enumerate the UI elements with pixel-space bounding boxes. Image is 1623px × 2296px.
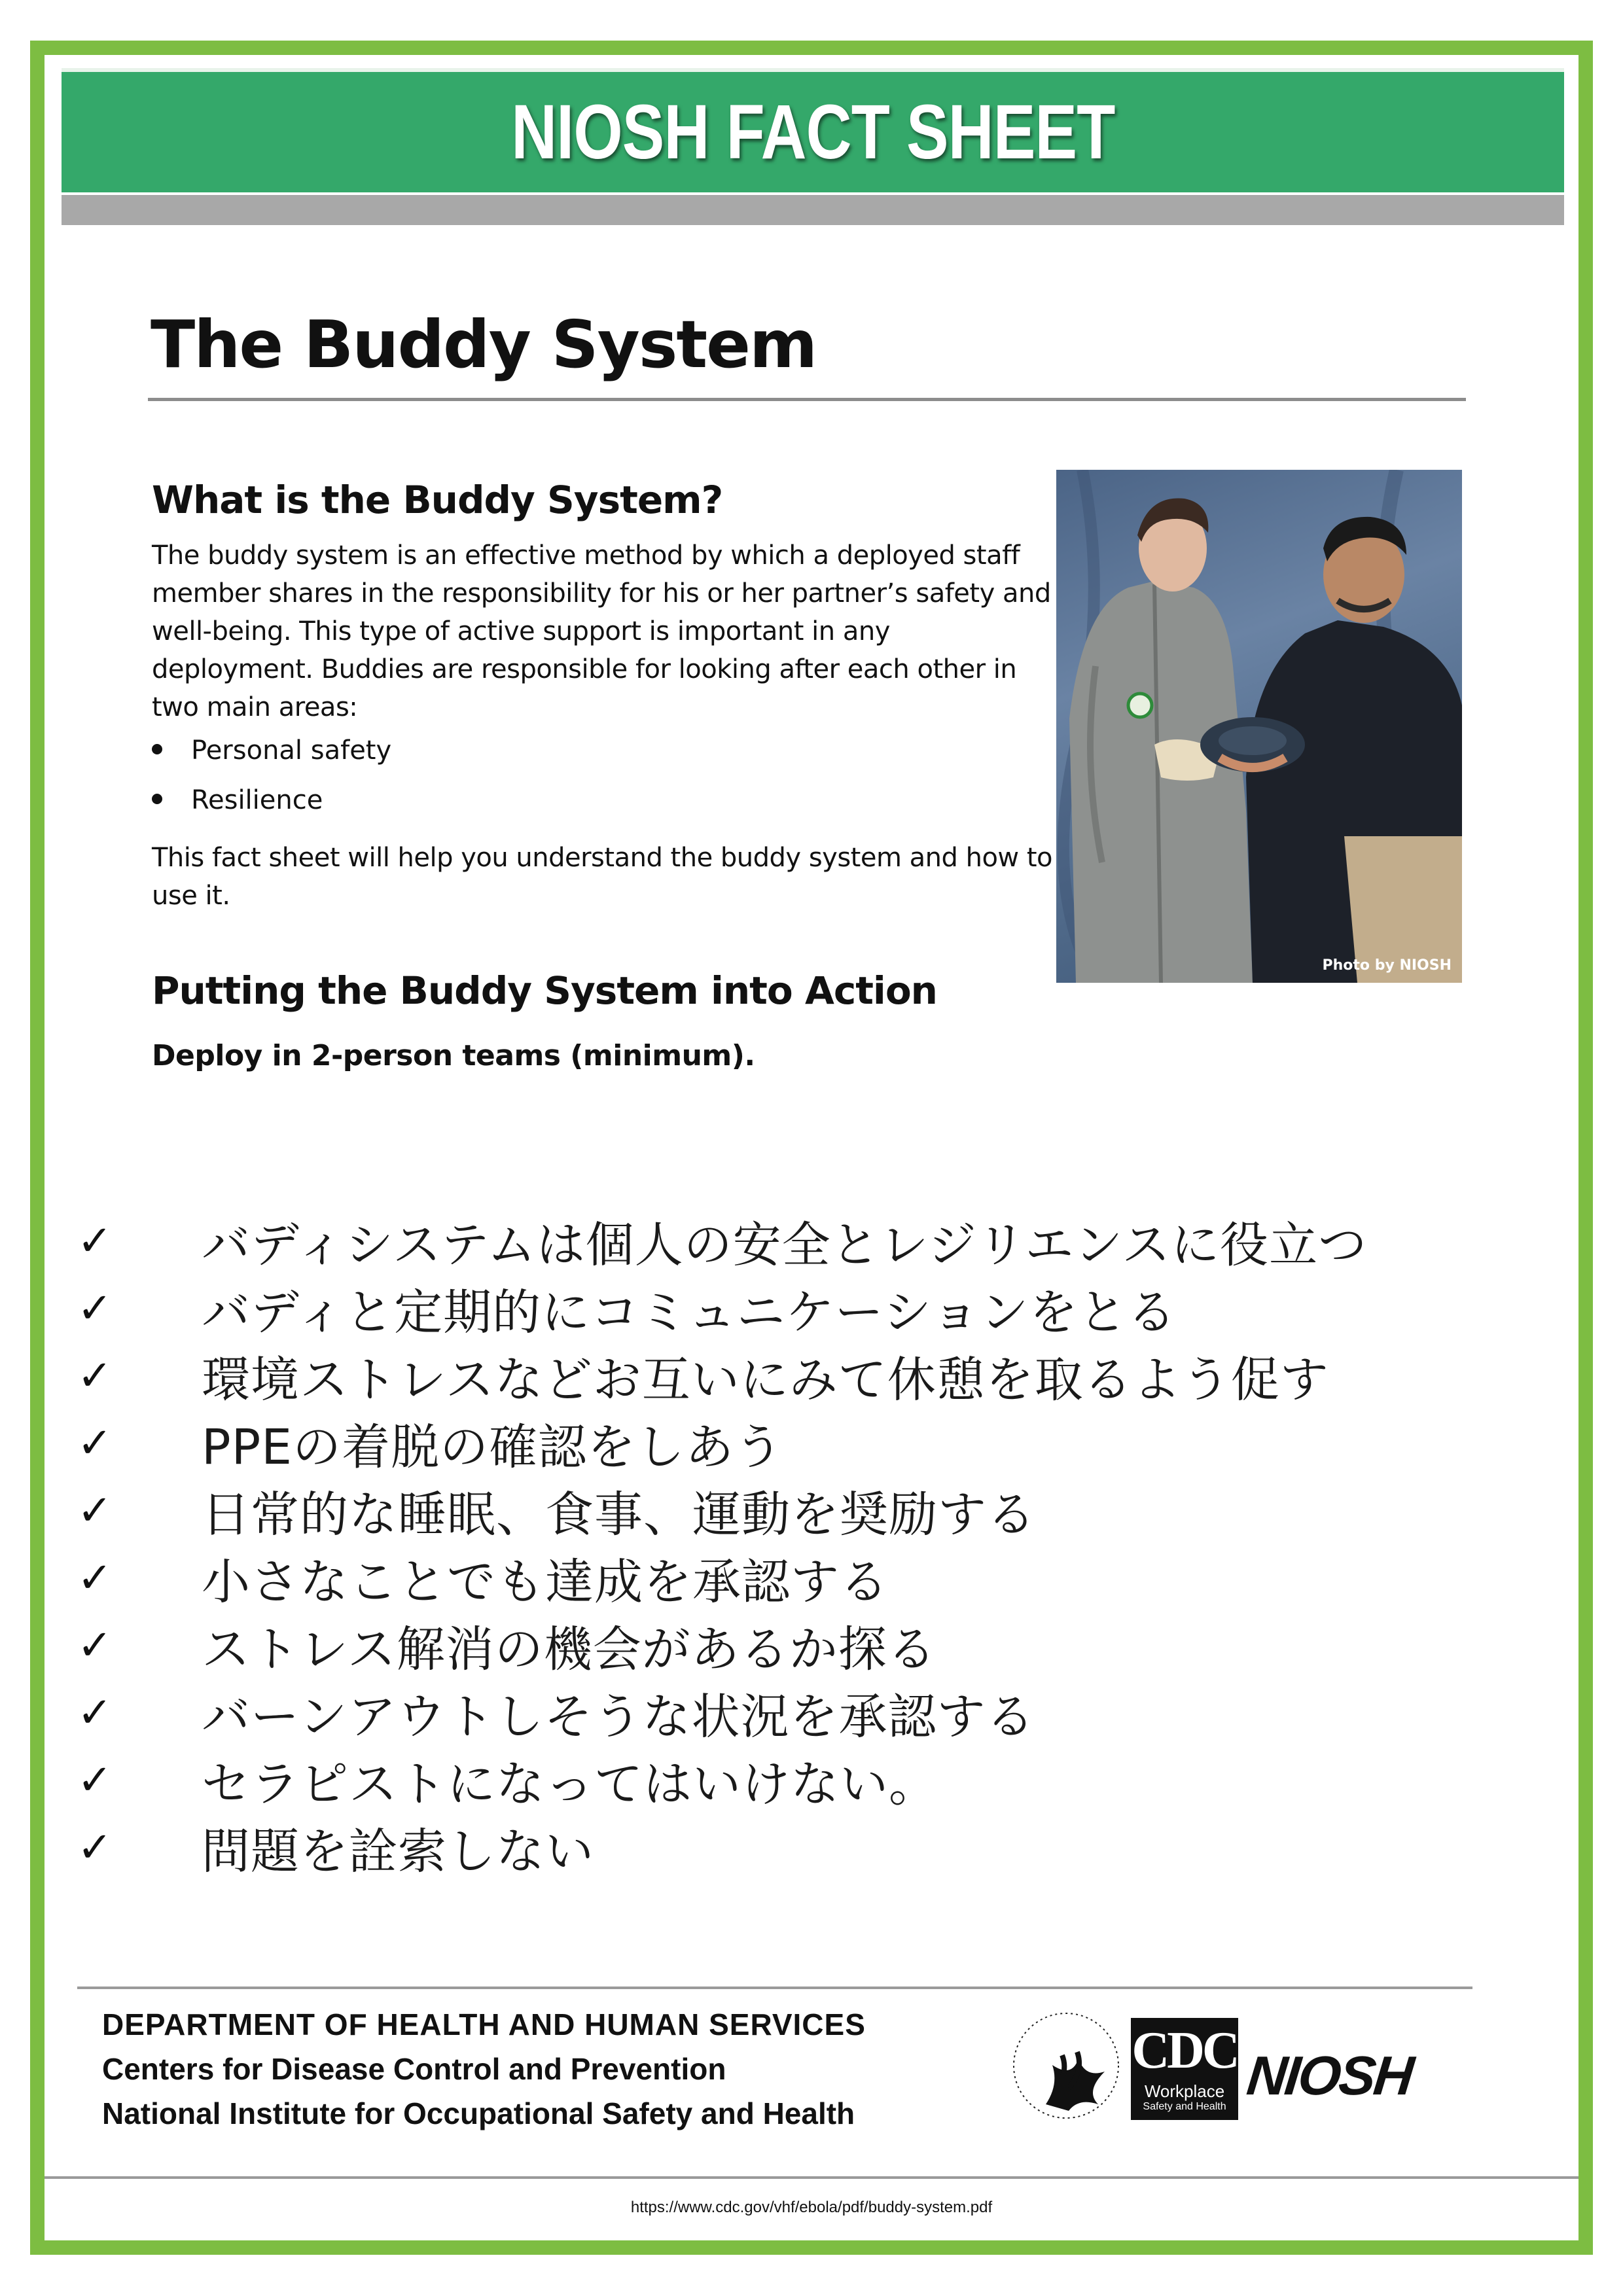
photo-two-workers <box>1056 470 1462 983</box>
header-title: NIOSH FACT SHEET <box>510 89 1115 175</box>
footer-rule <box>77 1987 1472 1989</box>
source-url: https://www.cdc.gov/vhf/ebola/pdf/buddy-system.pdf <box>630 2199 993 2216</box>
checkmark-icon: ✓ <box>77 1284 113 1333</box>
help-paragraph: This fact sheet will help you understand the buddy system and how to use it. <box>152 843 1053 911</box>
checkmark-icon: ✓ <box>77 1487 113 1535</box>
section-heading-what-is: What is the Buddy System? <box>152 478 723 522</box>
bullet-label: Resilience <box>191 785 323 815</box>
checkmark-icon: ✓ <box>77 1352 113 1400</box>
checkmark-icon: ✓ <box>77 1217 113 1265</box>
header-bar <box>62 195 1564 225</box>
header-banner <box>62 68 1564 192</box>
bullet-dot-icon <box>152 794 162 804</box>
cdc-logo-workplace: Workplace <box>1144 2081 1225 2101</box>
checkmark-icon: ✓ <box>77 1756 113 1805</box>
section-heading-action: Putting the Buddy System into Action <box>152 968 937 1013</box>
checklist-text: PPEの着脱の確認をしあう <box>202 1419 784 1475</box>
hhs-seal-icon <box>1007 2006 1126 2125</box>
checklist-text: 日常的な睡眠、食事、運動を奨励する <box>202 1487 1036 1543</box>
checklist-text: バディと定期的にコミュニケーションをとる <box>202 1284 1177 1341</box>
checklist-item <box>77 1414 783 1473</box>
checklist-text: ストレス解消の機会があるか探る <box>202 1621 936 1678</box>
deploy-instruction: Deploy in 2-person teams (minimum). <box>152 1039 755 1072</box>
checklist-text: 小さなことでも達成を承認する <box>202 1554 889 1610</box>
footer-bottom-rule <box>45 2176 1578 2179</box>
checkmark-icon: ✓ <box>77 1689 113 1737</box>
photo-illustration <box>1056 470 1462 983</box>
footer-organization <box>102 2002 866 2136</box>
bullet-item <box>152 735 391 766</box>
checklist-item <box>77 1751 938 1810</box>
checklist-text: バディシステムは個人の安全とレジリエンスに役立つ <box>202 1217 1368 1273</box>
cdc-logo <box>1131 2018 1238 2120</box>
checklist-text: バーンアウトしそうな状況を承認する <box>202 1689 1035 1745</box>
checklist-item <box>77 1818 594 1880</box>
checklist-item <box>77 1616 936 1678</box>
checkmark-icon: ✓ <box>77 1824 113 1872</box>
checklist-item <box>77 1212 1367 1271</box>
checkmark-icon: ✓ <box>77 1621 113 1670</box>
photo-credit: Photo by NIOSH <box>1322 957 1452 974</box>
title-rule <box>148 398 1466 401</box>
document-title: The Buddy System <box>151 306 817 383</box>
niosh-logo: NIOSH <box>1244 2045 1416 2106</box>
checklist-item <box>77 1481 1036 1543</box>
checklist-item <box>77 1347 1329 1408</box>
bullet-dot-icon <box>152 744 162 754</box>
checklist-text: セラピストになってはいけない。 <box>202 1756 938 1812</box>
bullet-label: Personal safety <box>191 735 392 766</box>
cdc-name: Centers for Disease Control and Prevention <box>102 2052 726 2086</box>
checklist-text: 環境ストレスなどお互いにみて休憩を取るよう促す <box>202 1352 1329 1408</box>
bullet-item <box>152 785 323 815</box>
checklist-item <box>77 1549 889 1608</box>
checklist-item <box>77 1684 1035 1745</box>
cdc-logo-letters: CDC <box>1132 2022 1238 2079</box>
checklist-item <box>77 1279 1177 1341</box>
department-name: DEPARTMENT OF HEALTH AND HUMAN SERVICES <box>102 2007 866 2041</box>
intro-paragraph: The buddy system is an effective method by which a deployed staff member shares in the responsibility for his or her partner’s safety and well-being. This type of active support is important in any deployment. Buddies are responsible for looking after each other in two main areas: <box>152 540 1051 722</box>
checkmark-icon: ✓ <box>77 1419 113 1468</box>
checklist-text: 問題を詮索しない <box>202 1824 594 1880</box>
checkmark-icon: ✓ <box>77 1554 113 1602</box>
cdc-logo-safety: Safety and Health <box>1143 2101 1226 2112</box>
niosh-name: National Institute for Occupational Safety and Health <box>102 2096 855 2130</box>
